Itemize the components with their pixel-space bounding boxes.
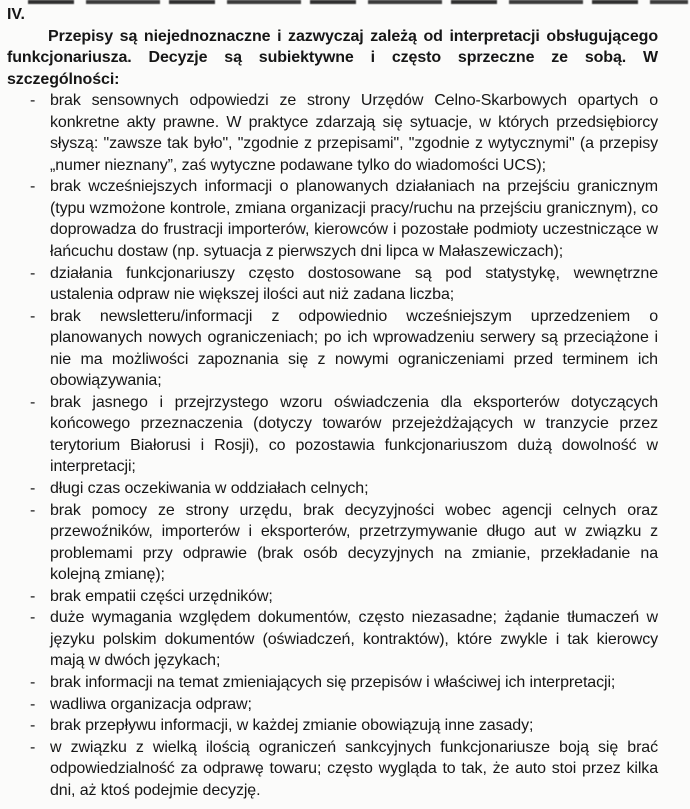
bullet-marker: -: [30, 264, 36, 282]
bullet-marker: -: [30, 307, 36, 325]
bullet-marker: -: [30, 480, 36, 498]
list-item: [28, 90, 658, 176]
list-item: [28, 478, 658, 500]
list-item: [28, 607, 658, 672]
list-item: [28, 263, 658, 306]
bullet-text: wadliwa organizacja odpraw;: [50, 695, 252, 713]
bullet-text: brak pomocy ze strony urzędu, brak decyzyjności wobec agencji celnych oraz przewoźników, importerów i eksporterów, przetrzymywanie długo aut w związku z problemami przy odprawie (brak osób decyzyjnych na zmianie, przekładanie na kolejną zmianę);: [50, 501, 658, 584]
bullet-text: brak empatii części urzędników;: [50, 587, 273, 605]
bullet-marker: -: [30, 92, 36, 110]
bullet-text: brak informacji na temat zmieniających się przepisów i właściwej ich interpretacji;: [50, 673, 616, 691]
bullet-marker: -: [30, 673, 36, 691]
list-item: [28, 586, 658, 608]
document-body: [0, 4, 690, 801]
list-item: [28, 672, 658, 694]
bullet-marker: -: [30, 501, 36, 519]
bullet-marker: -: [30, 609, 36, 627]
list-item: [28, 392, 658, 478]
bullet-marker: -: [30, 393, 36, 411]
bullet-list: [0, 90, 658, 801]
list-item: [28, 715, 658, 737]
bullet-text: brak sensownych odpowiedzi ze strony Urzędów Celno-Skarbowych opartych o konkretne akty prawne. W praktyce zdarzają się sytuacje, w których przedsiębiorcy słyszą: "zawsze tak było", "zgodnie z przepisami", "zgodnie z wytycznymi" (a przepisy „numer nieznany”, zaś wytyczne podawane tylko do wiadomości UCS);: [50, 92, 658, 174]
list-item: [28, 694, 658, 716]
bullet-marker: -: [30, 717, 36, 735]
bullet-text: brak przepływu informacji, w każdej zmianie obowiązują inne zasady;: [50, 717, 534, 735]
bullet-text: brak wcześniejszych informacji o planowanych działaniach na przejściu granicznym (typu wzmożone kontrole, zmiana organizacji pracy/ruchu na przejściu granicznym), co doprowadza do frustracji importerów, kierowców i pozostałe podmioty uczestniczące w łańcuchu dostaw (np. sytuacja z pierwszych dni lipca w Małaszewiczach);: [50, 178, 658, 261]
list-item: [28, 500, 658, 586]
bullet-marker: -: [30, 738, 36, 756]
bullet-text: długi czas oczekiwania w oddziałach celnych;: [50, 480, 369, 498]
bullet-text: w związku z wielką ilością ograniczeń sankcyjnych funkcjonariusze boją się brać odpowiedzialność za odprawę towaru; często wygląda to tak, że auto stoi przez kilka dni, aż ktoś podejmie decyzję.: [50, 738, 658, 799]
list-item: [28, 737, 658, 802]
bullet-text: brak jasnego i przejrzystego wzoru oświadczenia dla eksporterów dotyczących końcowego przeznaczenia (dotyczy towarów przejeżdżających w tranzycie przez terytorium Białorusi i Rosji), co pozostawia funkcjonariuszom dużą dowolność w interpretacji;: [50, 393, 658, 476]
list-item: [28, 176, 658, 262]
bullet-text: brak newsletteru/informacji z odpowiednio wcześniejszym uprzedzeniem o planowanych nowych ograniczeniach; po ich wprowadzeniu serwery są przeciążone i nie ma możliwości zapoznania się z nowymi ograniczeniami przed terminem ich obowiązywania;: [50, 307, 658, 390]
list-item: [28, 306, 658, 392]
section-number: IV.: [7, 6, 25, 23]
bullet-text: duże wymagania względem dokumentów, często niezasadne; żądanie tłumaczeń w języku polskim dokumentów (oświadczeń, kontraktów), które zwykle i tak kierowcy mają w dwóch językach;: [50, 609, 658, 670]
bullet-marker: -: [30, 695, 36, 713]
bullet-text: działania funkcjonariuszy często dostosowane są pod statystykę, wewnętrzne ustalenia odpraw nie większej ilości aut niż zadana liczba;: [50, 264, 658, 304]
bullet-marker: -: [30, 178, 36, 196]
bullet-marker: -: [30, 587, 36, 605]
intro-paragraph: Przepisy są niejednoznaczne i zazwyczaj zależą od interpretacji obsługującego funkcjonariusza. Decyzje są subiektywne i często sprzeczne ze sobą. W szczególności:: [7, 27, 658, 88]
